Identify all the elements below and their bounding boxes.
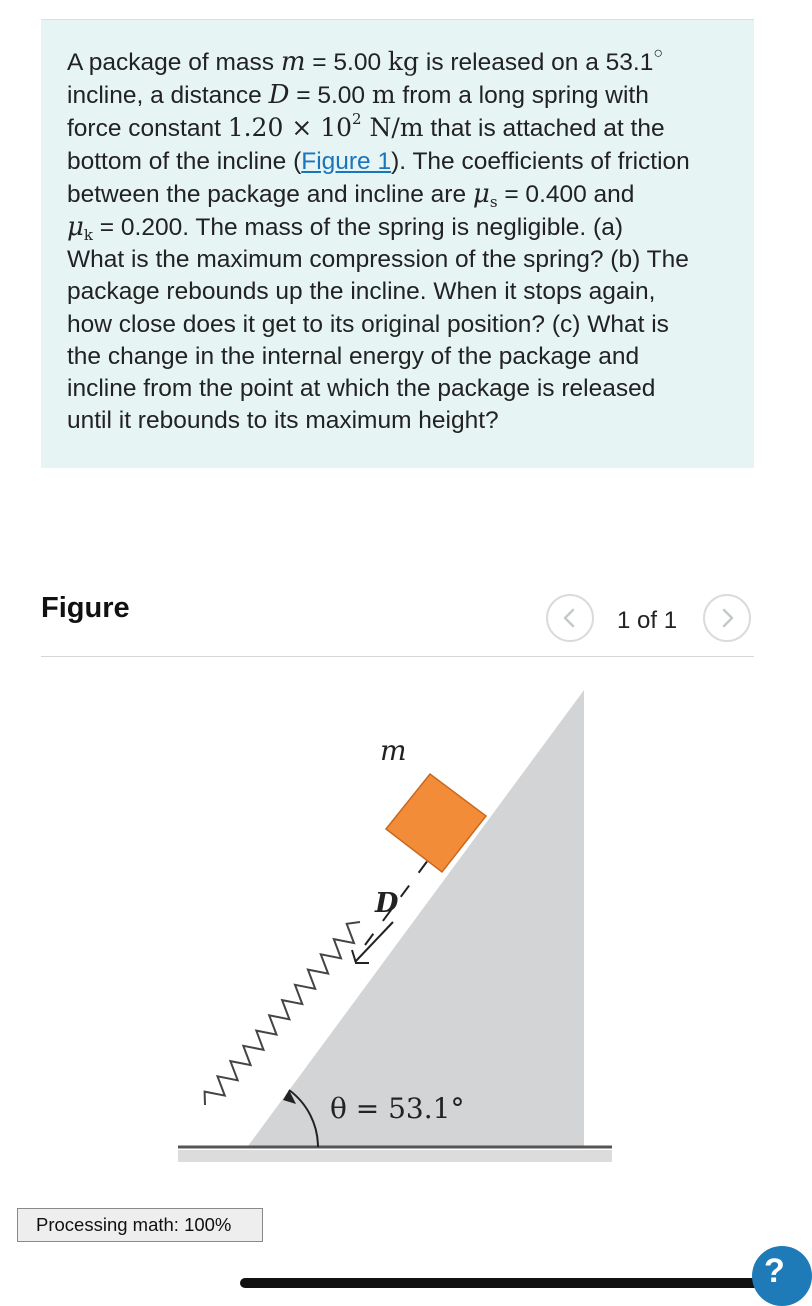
next-figure-button[interactable]	[703, 594, 751, 642]
incline-figure	[0, 660, 782, 1190]
figure-title: Figure	[41, 592, 130, 624]
divider	[41, 656, 754, 657]
processing-math-status: Processing math: 100%	[17, 1208, 263, 1242]
ground-shadow	[178, 1150, 612, 1162]
incline	[248, 690, 584, 1146]
scroll-bar[interactable]	[240, 1278, 782, 1288]
distance-arrow	[355, 922, 393, 962]
previous-figure-button[interactable]	[546, 594, 594, 642]
figure-link[interactable]: Figure 1	[301, 147, 392, 175]
help-button[interactable]	[752, 1246, 812, 1306]
chevron-left-icon	[548, 596, 592, 640]
help-icon: ?	[764, 1252, 785, 1290]
problem-text: A package of mass m = 5.00 kg is released on a 53.1○ incline, a distance D = 5.00 m from a long spring with force constant $1.20 \times 10^2$ N/m that is attached at the bottom of the incline (Figure 1). The coefficients of friction between the package and incline are $\mu_s = 0.400$ and $\mu_k = 0.200$. The mass of the spring is negligible. (a) What is the maximum compression of the spring? (b) The package rebounds up the incline. When it stops again, how close does it get to its original position? (c) What is the change in the internal energy of the package and incline from the point at which the package is released until it rebounds to its maximum height?	[67, 45, 690, 435]
figure-pager: 1 of 1	[617, 607, 678, 634]
chevron-right-icon	[705, 596, 749, 640]
mass-label: m	[380, 734, 407, 767]
angle-label: θ = 53.1°	[330, 1092, 465, 1125]
distance-label: D	[375, 888, 399, 919]
